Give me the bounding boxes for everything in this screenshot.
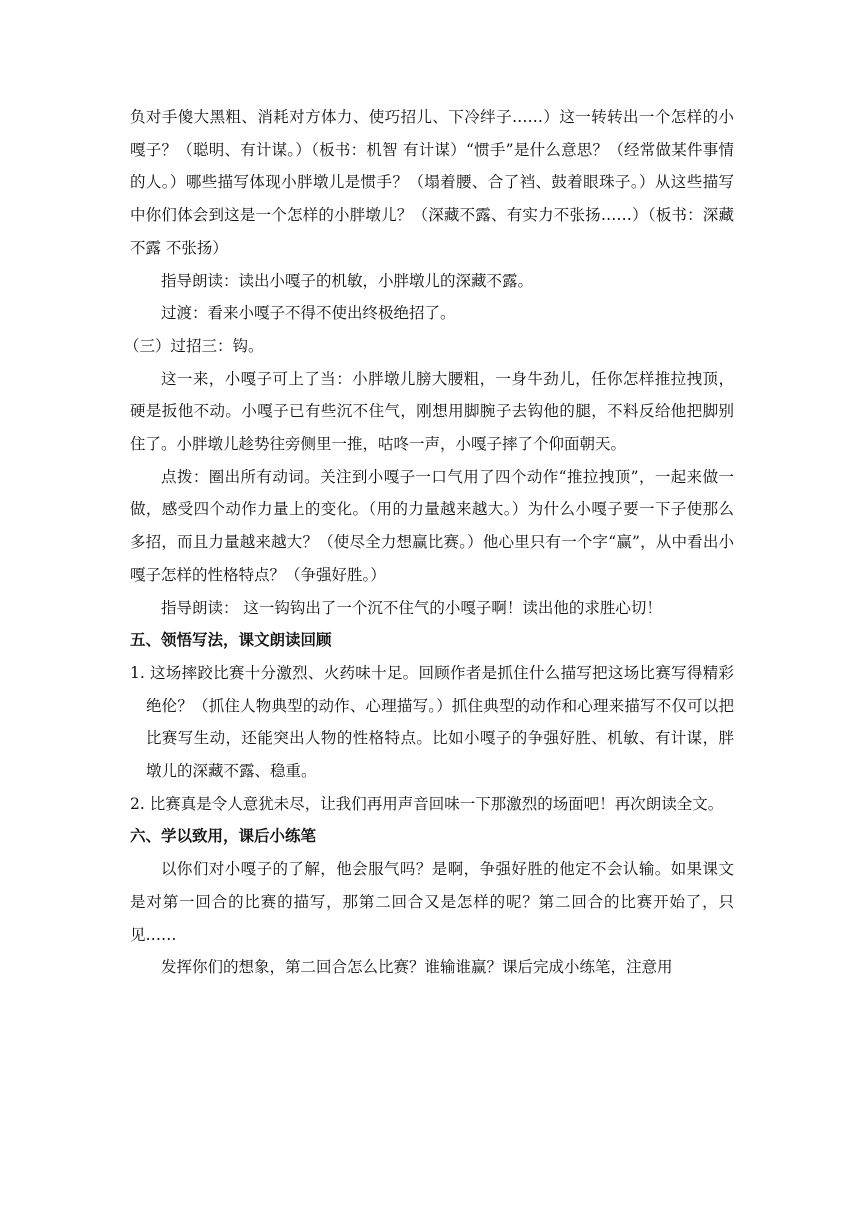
section-heading: 六、学以致用，课后小练笔 — [130, 827, 317, 846]
paragraph: 负对手傻大黑粗、消耗对方体力、使巧招儿、下冷绊子……）这一转转出一个怎样的小嘎子？（聪明、有计谋。）（板书：机智 有计谋）“惯手”是什么意思？（经常做某件事情的人。）哪些描写体现小胖墩儿是惯手？（塌着腰、合了裆、鼓着眼珠子。）从这些描写中你们体会到这是一个怎样的小胖墩儿？（深藏不露、有实力不张扬……）（板书：深藏不露 不张扬） — [130, 108, 734, 257]
reading-guidance-paragraph: 指导朗读： 这一钩钩出了一个沉不住气的小嘎子啊！读出他的求胜心切！ — [161, 598, 662, 617]
paragraph: 发挥你们的想象，第二回合怎么比赛？谁输谁赢？课后完成小练笔，注意用 — [161, 958, 673, 977]
transition-paragraph: 过渡：看来小嘎子不得不使出终极绝招了。 — [161, 304, 456, 323]
guidance-paragraph: 点拨：圈出所有动词。关注到小嘎子一口气用了四个动作“推拉拽顶”，一起来做一做，感受四个动作力量上的变化。（用的力量越来越大。）为什么小嘎子要一下子使那么多招，而且力量越来越大？（使尽全力想赢比赛。）他心里只有一个字“赢”，从中看出小嘎子怎样的性格特点？（争强好胜。） — [130, 467, 734, 584]
section-heading: 五、领悟写法，课文朗读回顾 — [130, 631, 332, 650]
subsection-title: （三）过招三：钩。 — [124, 336, 264, 355]
numbered-item: 2. 比赛真是令人意犹未尽，让我们再用声音回味一下那激烈的场面吧！再次朗读全文。 — [130, 794, 724, 813]
paragraph: 以你们对小嘎子的了解，他会服气吗？是啊，争强好胜的他定不会认输。如果课文是对第一回合的比赛的描写，那第二回合又是怎样的呢？第二回合的比赛开始了，只见…… — [130, 860, 734, 944]
reading-guidance-paragraph: 指导朗读：读出小嘎子的机敏，小胖墩儿的深藏不露。 — [161, 271, 534, 290]
document-page — [124, 101, 734, 984]
quoted-text-paragraph: 这一来，小嘎子可上了当：小胖墩儿膀大腰粗，一身牛劲儿，任你怎样推拉拽顶，硬是扳他不动。小嘎子已有些沉不住气，刚想用脚腕子去钩他的腿，不料反给他把脚别住了。小胖墩儿趁势往旁侧里一推，咕咚一声，小嘎子摔了个仰面朝天。 — [130, 369, 734, 454]
numbered-item: 1. 这场摔跤比赛十分激烈、火药味十足。回顾作者是抓住什么描写把这场比赛写得精彩绝伦？（抓住人物典型的动作、心理描写。）抓住典型的动作和心理来描写不仅可以把比赛写生动，还能突出人物的性格特点。比如小嘎子的争强好胜、机敏、有计谋，胖墩儿的深藏不露、稳重。 — [130, 663, 734, 781]
